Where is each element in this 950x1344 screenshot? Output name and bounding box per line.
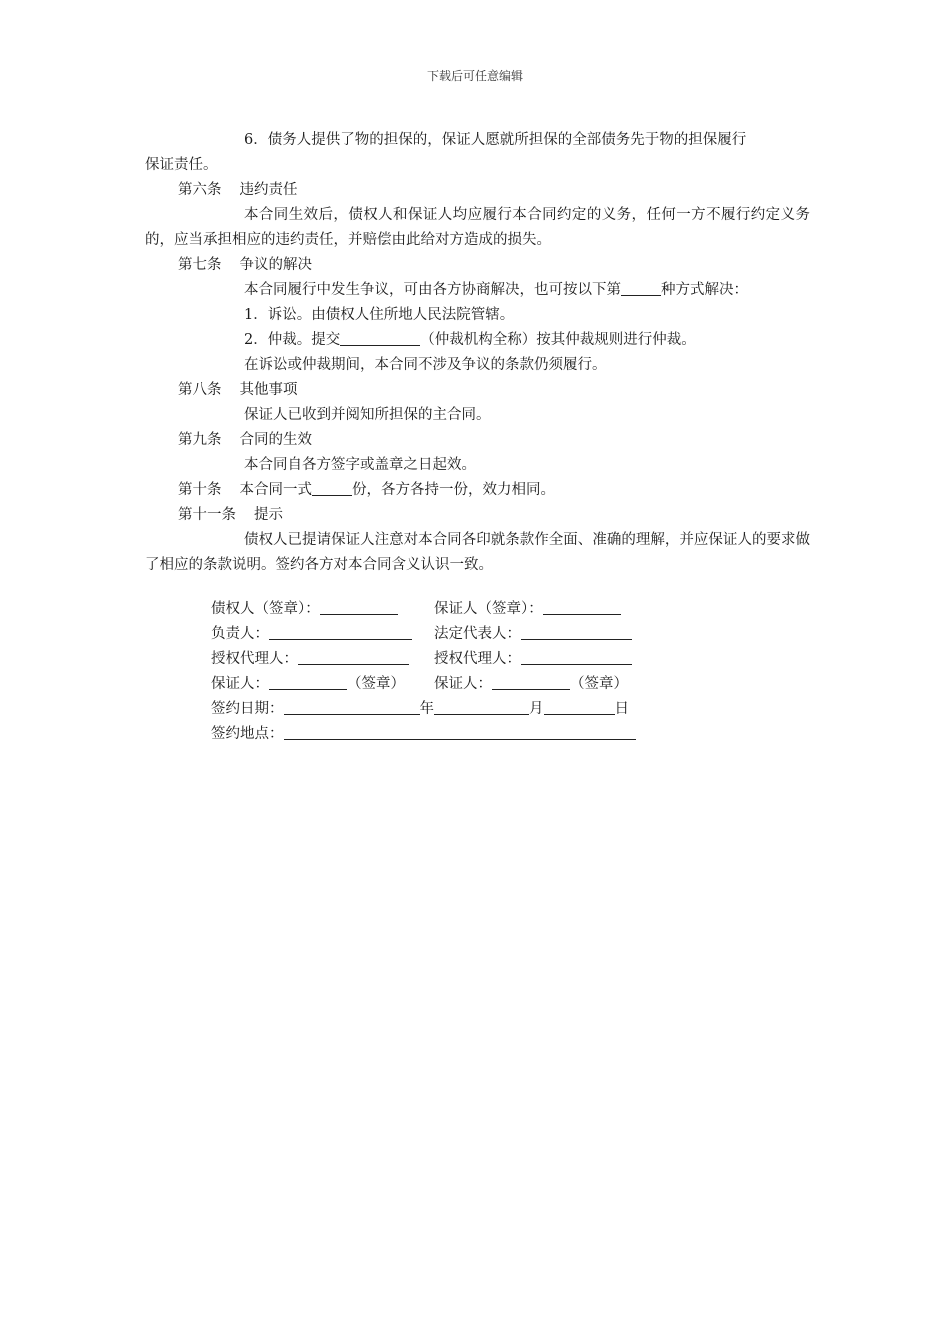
guarantor-right-blank (492, 673, 570, 690)
clause6-body: 本合同生效后，债权人和保证人均应履行本合同约定的义务，任何一方不履行约定义务的，应当承担相应的违约责任，并赔偿由此给对方造成的损失。 (145, 207, 810, 248)
clause7-body-text: 本合同履行中发生争议，可由各方协商解决，也可按以下第 (244, 282, 621, 298)
clause11-body: 债权人已提请保证人注意对本合同各印就条款作全面、准确的理解，并应保证人的要求做了相应的条款说明。签约各方对本合同含义认识一致。 (145, 532, 810, 573)
clause10-suffix: 份，各方各持一份，效力相同。 (352, 482, 555, 498)
legal-rep-label: 法定代表人： (434, 626, 521, 642)
clause6-number: 第六条 (178, 182, 222, 198)
day-blank (544, 698, 615, 715)
clause7-title: 争议的解决 (239, 257, 312, 273)
clause9-heading (145, 428, 810, 453)
creditor-seal-blank (320, 598, 398, 615)
sig-row-place (211, 722, 651, 747)
sig-row-seal (211, 597, 651, 622)
sig-row-guarantor (211, 672, 651, 697)
responsible-label: 负责人： (211, 626, 269, 642)
clause8-title: 其他事项 (239, 382, 298, 398)
month-label: 月 (529, 701, 544, 717)
agent-right-blank (521, 648, 632, 665)
clause7-note: 在诉讼或仲裁期间，本合同不涉及争议的条款仍须履行。 (244, 357, 607, 373)
year-label: 年 (419, 701, 434, 717)
clause7-number: 第七条 (178, 257, 222, 273)
clause11-title: 提示 (254, 507, 283, 523)
clause8-heading (145, 378, 810, 403)
clause11-heading (145, 503, 810, 528)
agent-right-label: 授权代理人： (434, 651, 521, 667)
clause6-title: 违约责任 (239, 182, 298, 198)
clause10 (145, 478, 810, 503)
clause7-option2-text: 2．仲裁。提交 (244, 332, 341, 348)
clause8-body: 保证人已收到并阅知所担保的主合同。 (244, 407, 491, 423)
month-blank (434, 698, 529, 715)
clause7-option2 (145, 328, 810, 353)
signature-block (211, 597, 651, 747)
page-header: 下载后可任意编辑 (426, 69, 523, 83)
method-blank (621, 279, 661, 296)
clause6-heading (145, 178, 810, 203)
guarantor-right-label: 保证人： (434, 676, 492, 692)
sign-date-label: 签约日期： (211, 701, 284, 717)
item6-line2: 保证责任。 (145, 157, 218, 173)
clause7-body-suffix: 种方式解决： (661, 282, 748, 298)
sign-place-label: 签约地点： (211, 726, 284, 742)
year-blank (284, 698, 420, 715)
clause7-body (145, 278, 810, 303)
guarantor-left-label: 保证人： (211, 676, 269, 692)
agent-left-label: 授权代理人： (211, 651, 298, 667)
guarantor-left-seal: （签章） (347, 676, 405, 692)
sign-place-blank (284, 723, 636, 740)
clause9-title: 合同的生效 (239, 432, 312, 448)
copies-blank (312, 479, 352, 496)
clause7-option2-suffix: （仲裁机构全称）按其仲裁规则进行仲裁。 (420, 332, 696, 348)
clause10-text: 本合同一式 (239, 482, 312, 498)
guarantor-right-seal: （签章） (570, 676, 628, 692)
sig-row-agent (211, 647, 651, 672)
legal-rep-blank (521, 623, 632, 640)
agent-left-blank (298, 648, 409, 665)
clause11-number: 第十一条 (178, 507, 236, 523)
day-label: 日 (614, 701, 629, 717)
item6-line1: 6．债务人提供了物的担保的，保证人愿就所担保的全部债务先于物的担保履行 (244, 132, 747, 148)
clause7-heading (145, 253, 810, 278)
guarantor-seal-label: 保证人（签章）： (434, 601, 543, 617)
sig-row-responsible (211, 622, 651, 647)
responsible-blank (269, 623, 412, 640)
sig-row-date (211, 697, 651, 722)
clause10-number: 第十条 (178, 482, 222, 498)
clause8-number: 第八条 (178, 382, 222, 398)
guarantor-left-blank (269, 673, 347, 690)
clause9-body: 本合同自各方签字或盖章之日起效。 (244, 457, 476, 473)
arbitration-blank (340, 329, 420, 346)
clause7-option1: 1．诉讼。由债权人住所地人民法院管辖。 (244, 307, 515, 323)
contract-body (145, 128, 810, 578)
creditor-seal-label: 债权人（签章）： (211, 601, 320, 617)
clause9-number: 第九条 (178, 432, 222, 448)
guarantor-seal-blank (543, 598, 621, 615)
